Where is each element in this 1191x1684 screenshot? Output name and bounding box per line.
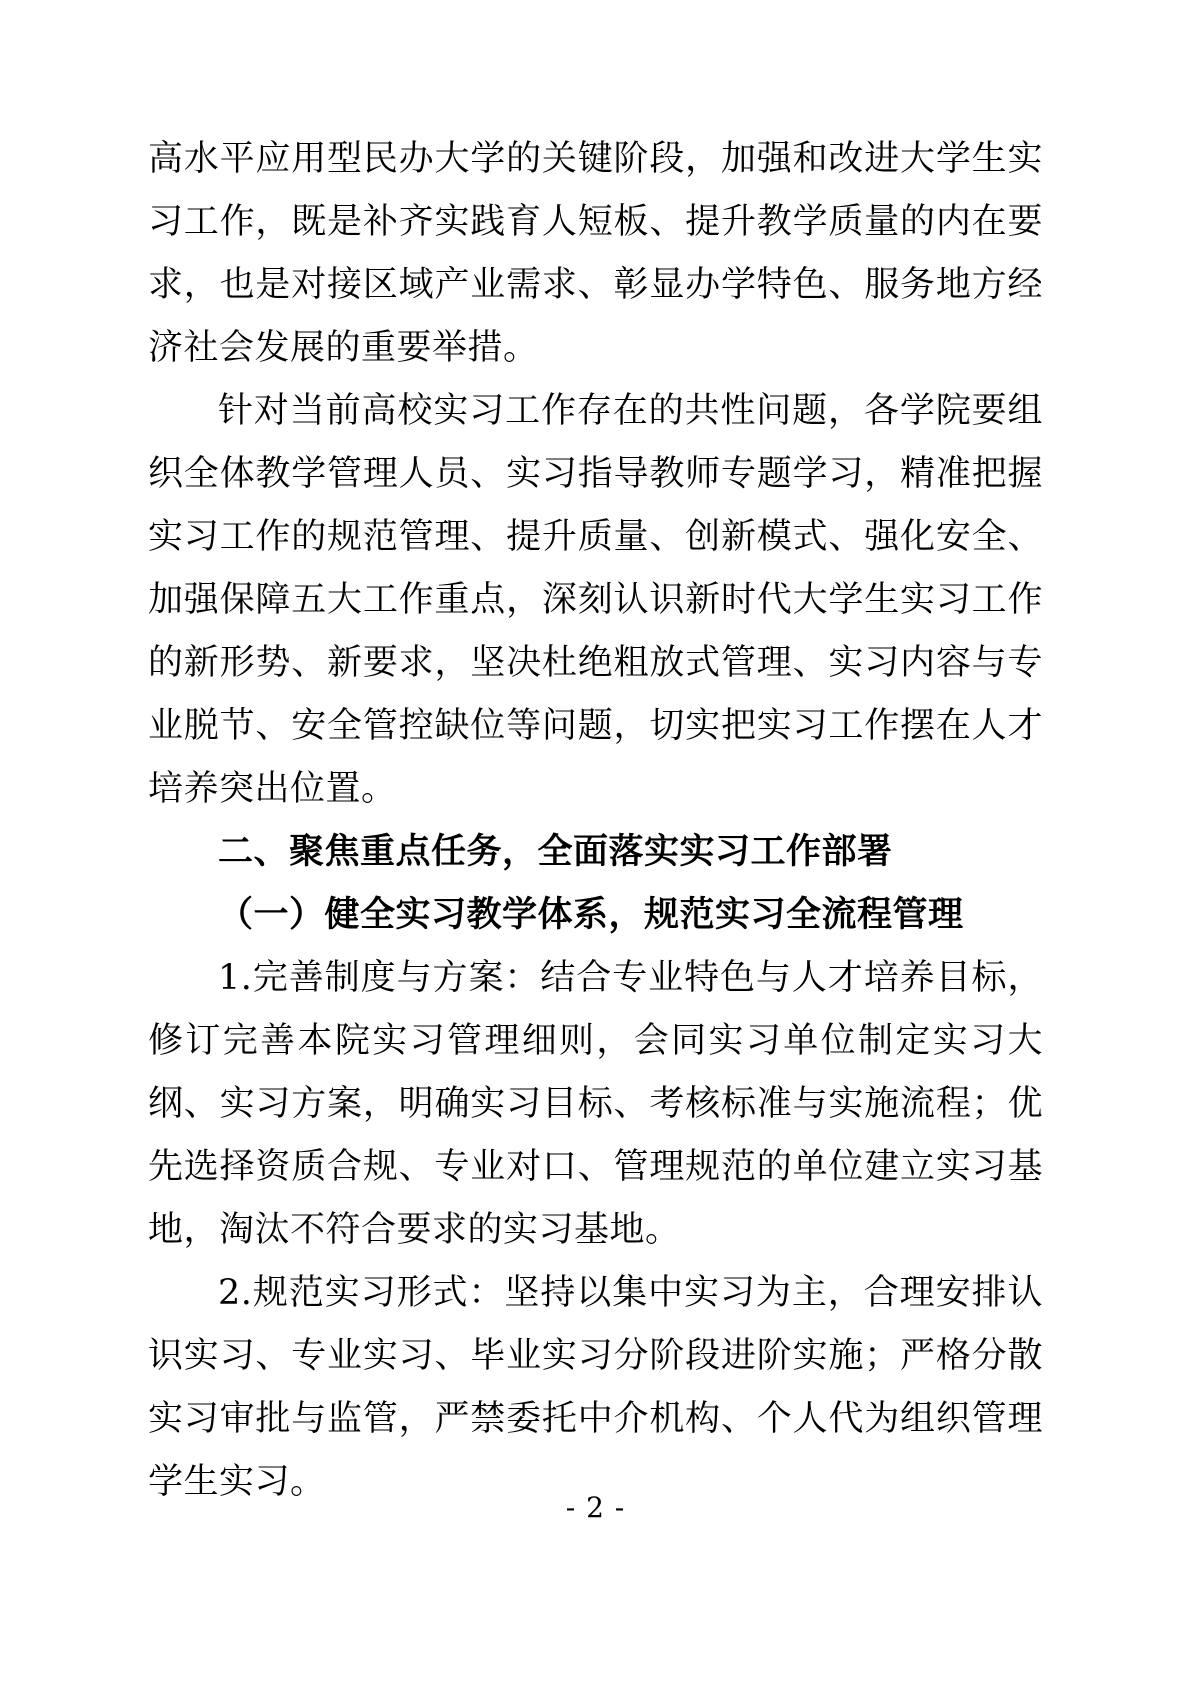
paragraph-common-issues: 针对当前高校实习工作存在的共性问题，各学院要组织全体教学管理人员、实习指导教师专题学习，精准把握实习工作的规范管理、提升质量、创新模式、强化安全、加强保障五大工作重点，深刻认识新时代大学生实习工作的新形势、新要求，坚决杜绝粗放式管理、实习内容与专业脱节、安全管控缺位等问题，切实把实习工作摆在人才培养突出位置。	[148, 391, 1043, 809]
document-body	[148, 128, 1043, 1514]
paragraph-continuation: 高水平应用型民办大学的关键阶段，加强和改进大学生实习工作，既是补齐实践育人短板、提升教学质量的内在要求，也是对接区域产业需求、彰显办学特色、服务地方经济社会发展的重要举措。	[148, 139, 1043, 368]
subsection-heading-one: （一）健全实习教学体系，规范实习全流程管理	[218, 895, 964, 935]
section-heading-two: 二、聚焦重点任务，全面落实实习工作部署	[218, 832, 893, 872]
paragraph-item-1: 1.完善制度与方案：结合专业特色与人才培养目标，修订完善本院实习管理细则，会同实习单位制定实习大纲、实习方案，明确实习目标、考核标准与实施流程；优先选择资质合规、专业对口、管理规范的单位建立实习基地，淘汰不符合要求的实习基地。	[148, 958, 1043, 1250]
page-number: - 2 -	[565, 1491, 626, 1524]
paragraph-item-2: 2.规范实习形式：坚持以集中实习为主，合理安排认识实习、专业实习、毕业实习分阶段进阶实施；严格分散实习审批与监管，严禁委托中介机构、个人代为组织管理学生实习。	[148, 1273, 1043, 1502]
